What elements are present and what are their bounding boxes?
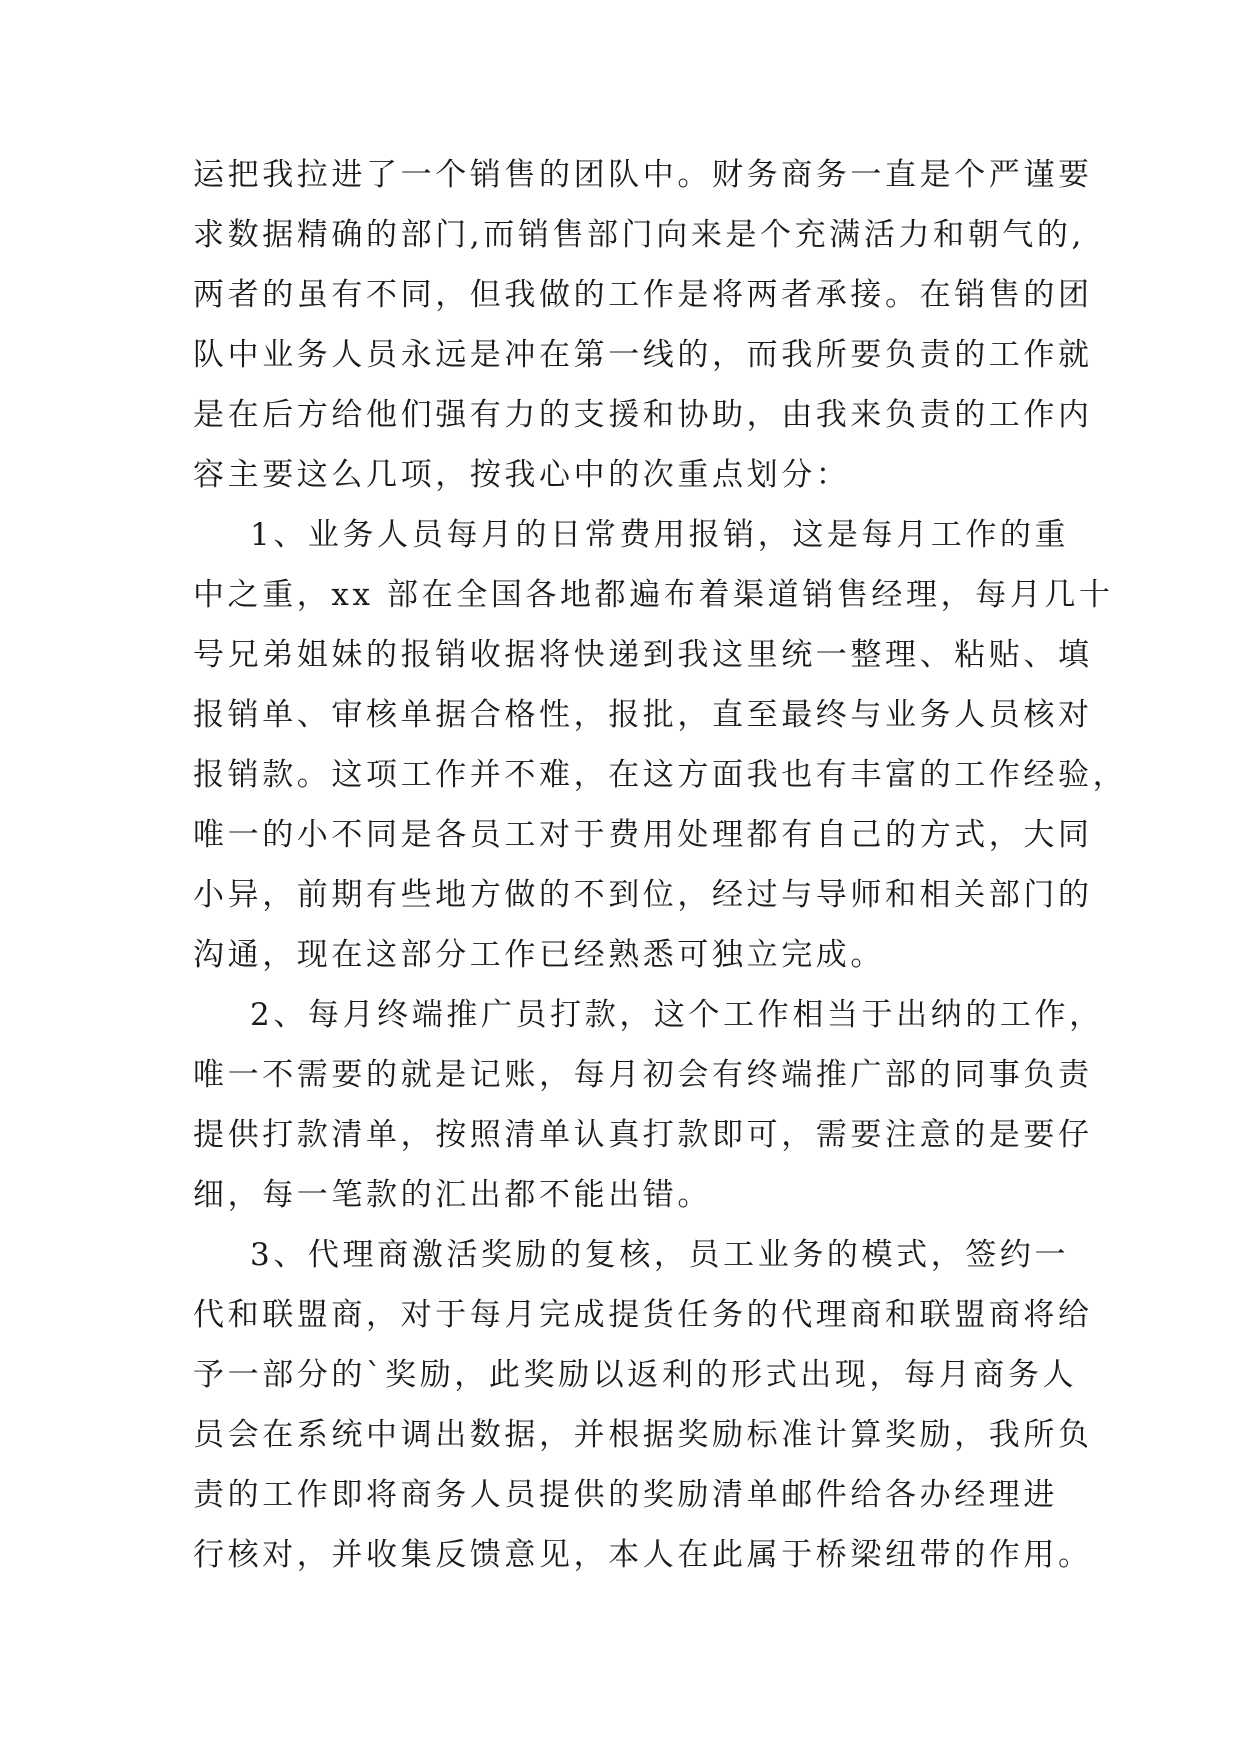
paragraph-3-first-line: 3、代理商激活奖励的复核，员工业务的模式，签约一 bbox=[250, 1237, 1070, 1273]
text-line: 员会在系统中调出数据，并根据奖励标准计算奖励，我所负 bbox=[193, 1417, 1093, 1453]
text-line: 运把我拉进了一个销售的团队中。财务商务一直是个严谨要 bbox=[193, 157, 1093, 193]
text-line: 报销单、审核单据合格性，报批，直至最终与业务人员核对 bbox=[193, 697, 1093, 733]
paragraph-1-first-line: 1、业务人员每月的日常费用报销，这是每月工作的重 bbox=[250, 517, 1070, 553]
text-line: 责的工作即将商务人员提供的奖励清单邮件给各办经理进 bbox=[193, 1477, 1058, 1513]
text-line: 细，每一笔款的汇出都不能出错。 bbox=[193, 1177, 712, 1213]
text-line: 中之重，xx 部在全国各地都遍布着渠道销售经理，每月几十 bbox=[193, 577, 1114, 613]
paragraph-2-first-line: 2、每月终端推广员打款，这个工作相当于出纳的工作， bbox=[250, 997, 1104, 1033]
text-line: 容主要这么几项，按我心中的次重点划分： bbox=[193, 457, 851, 493]
text-line: 小异，前期有些地方做的不到位，经过与导师和相关部门的 bbox=[193, 877, 1093, 913]
text-line: 是在后方给他们强有力的支援和协助，由我来负责的工作内 bbox=[193, 397, 1093, 433]
text-line: 求数据精确的部门,而销售部门向来是个充满活力和朝气的, bbox=[193, 217, 1085, 253]
text-line: 队中业务人员永远是冲在第一线的，而我所要负责的工作就 bbox=[193, 337, 1093, 373]
text-line: 予一部分的`奖励，此奖励以返利的形式出现，每月商务人 bbox=[193, 1357, 1078, 1393]
text-line: 两者的虽有不同，但我做的工作是将两者承接。在销售的团 bbox=[193, 277, 1093, 313]
text-line: 提供打款清单，按照清单认真打款即可，需要注意的是要仔 bbox=[193, 1117, 1093, 1153]
text-line: 行核对，并收集反馈意见，本人在此属于桥梁纽带的作用。 bbox=[193, 1537, 1093, 1573]
text-line: 报销款。这项工作并不难，在这方面我也有丰富的工作经验， bbox=[193, 757, 1128, 793]
text-line: 沟通，现在这部分工作已经熟悉可独立完成。 bbox=[193, 937, 885, 973]
text-line: 代和联盟商，对于每月完成提货任务的代理商和联盟商将给 bbox=[193, 1297, 1093, 1333]
text-line: 唯一的小不同是各员工对于费用处理都有自己的方式，大同 bbox=[193, 817, 1093, 853]
text-line: 号兄弟姐妹的报销收据将快递到我这里统一整理、粘贴、填 bbox=[193, 637, 1093, 673]
text-line: 唯一不需要的就是记账，每月初会有终端推广部的同事负责 bbox=[193, 1057, 1093, 1093]
